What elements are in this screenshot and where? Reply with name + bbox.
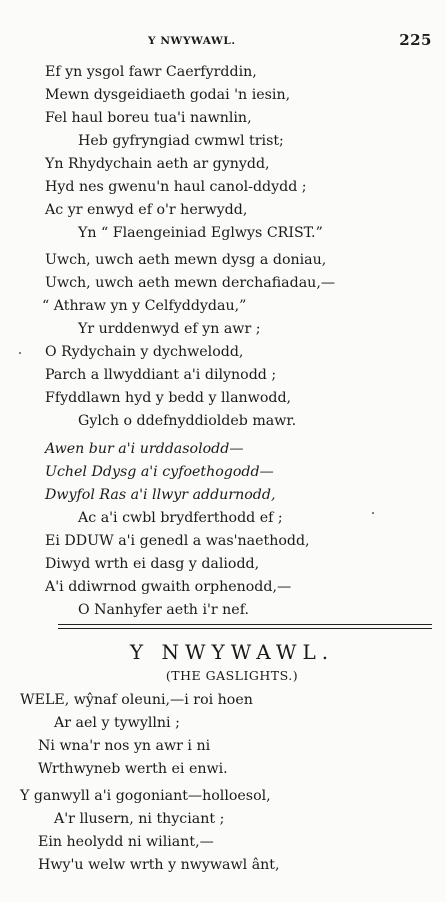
verse-line: Yn Rhydychain aeth ar gynydd, — [45, 156, 270, 172]
verse-line: Yr urddenwyd ef yn awr ; — [78, 321, 261, 337]
verse-line: Ac yr enwyd ef o'r herwydd, — [45, 202, 248, 218]
verse-line: Ein heolydd ni wiliant,— — [38, 834, 214, 850]
verse-line: Dwyfol Ras a'i llwyr addurnodd, — [45, 487, 276, 503]
verse-line: Awen bur a'i urddasolodd— — [45, 441, 244, 457]
verse-line: Diwyd wrth ei dasg y daliodd, — [45, 556, 260, 572]
verse-line: O Nanhyfer aeth i'r nef. — [78, 602, 249, 618]
double-rule-top — [58, 624, 432, 625]
verse-line: Ac a'i cwbl brydferthodd ef ; — [78, 510, 283, 526]
verse-line: Gylch o ddefnyddioldeb mawr. — [78, 413, 297, 429]
double-rule-bottom — [58, 628, 432, 629]
verse-line: Hyd nes gwenu'n haul canol-ddydd ; — [45, 179, 307, 195]
verse-line: Uwch, uwch aeth mewn derchafiadau,— — [45, 275, 336, 291]
verse-line: Ni wna'r nos yn awr i ni — [38, 738, 211, 754]
verse-line: Y ganwyll a'i gogoniant—holloesol, — [20, 788, 271, 804]
running-title: Y NWYWAWL. — [148, 35, 236, 47]
running-head — [0, 31, 446, 55]
verse-line: Yn “ Flaengeiniad Eglwys CRIST.” — [78, 225, 323, 241]
verse-line: Hwy'u welw wrth y nwywawl ânt, — [38, 857, 280, 873]
verse-line: WELE, wŷnaf oleuni,—i roi hoen — [20, 692, 253, 708]
verse-line: Ar ael y tywyllni ; — [54, 715, 180, 731]
verse-line: Heb gyfryngiad cwmwl trist; — [78, 133, 284, 149]
verse-line: Ei DDUW a'i genedl a was'naethodd, — [45, 533, 310, 549]
poem-subtitle: (THE GASLIGHTS.) — [165, 668, 299, 683]
verse-line: Wrthwyneb werth ei enwi. — [38, 761, 228, 777]
verse-line: A'r llusern, ni thyciant ; — [54, 811, 225, 827]
paper-speck — [19, 352, 21, 354]
poem-title: Y NWYWAWL. — [129, 640, 335, 664]
verse-line: Ef yn ysgol fawr Caerfyrddin, — [45, 64, 257, 80]
verse-line: Fel haul boreu tua'i nawnlin, — [45, 110, 252, 126]
verse-line: Ffyddlawn hyd y bedd y llanwodd, — [45, 390, 292, 406]
verse-line: Uchel Ddysg a'i cyfoethogodd— — [45, 464, 274, 480]
page-number: 225 — [399, 31, 432, 49]
verse-line: O Rydychain y dychwelodd, — [45, 344, 244, 360]
verse-line: “ Athraw yn y Celfyddydau,” — [42, 298, 247, 314]
verse-line: A'i ddiwrnod gwaith orphenodd,— — [45, 579, 292, 595]
paper-speck — [372, 512, 374, 514]
verse-line: Mewn dysgeidiaeth godai 'n iesin, — [45, 87, 291, 103]
verse-line: Parch a llwyddiant a'i dilynodd ; — [45, 367, 277, 383]
verse-line: Uwch, uwch aeth mewn dysg a doniau, — [45, 252, 327, 268]
